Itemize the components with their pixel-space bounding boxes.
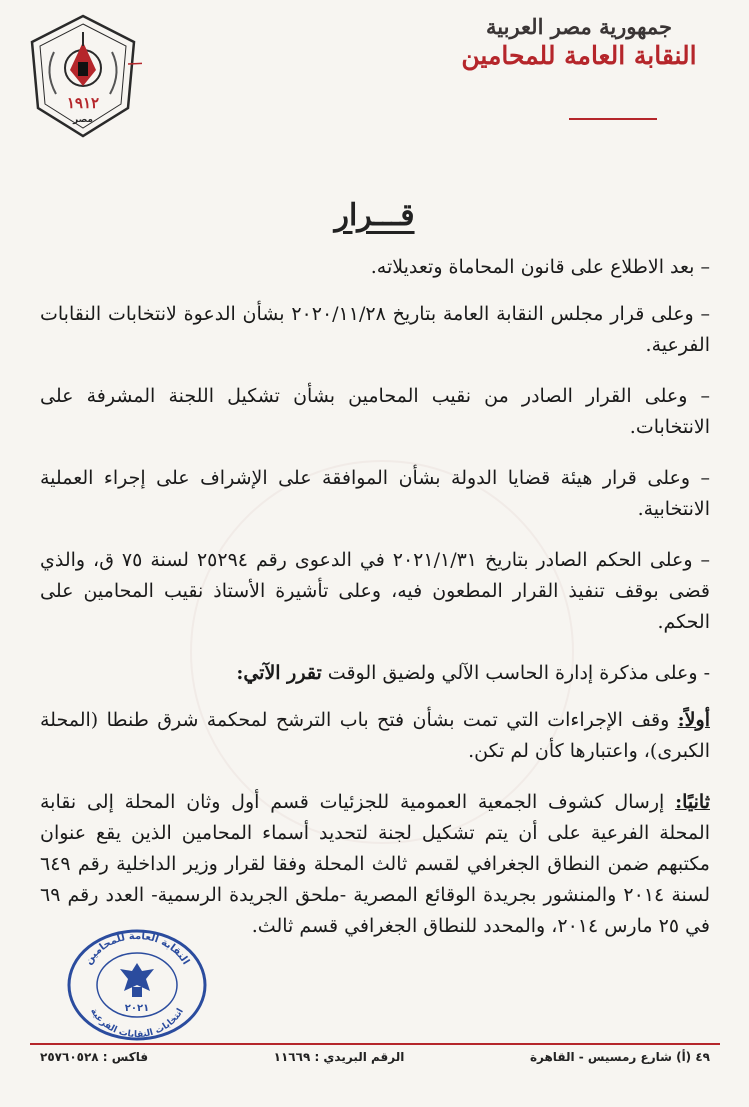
country-name: جمهورية مصر العربية: [486, 14, 672, 39]
decides-label: تقرر الآتي:: [236, 662, 322, 684]
article-label: ثانيًا:: [675, 791, 710, 813]
article-text: إرسال كشوف الجمعية العمومية للجزئيات قسم أول وثان المحلة إلى نقابة المحلة الفرعية على أن يتم تشكيل لجنة لتحديد أسماء المحامين الذين يقع عنوان مكتبهم ضمن النطاق الجغرافي لقسم ثالث المحلة وفقا لقرار وزير الداخلية رقم ٦٤٩ لسنة ٢٠١٤ والمنشور بجريدة الوقائع المصرية -ملحق الجريدة الرسمية- العدد رقم ٦٩ في ٢٥ مارس ٢٠١٤، والمحدد للنطاق الجغرافي قسم ثالث.: [40, 791, 710, 937]
syndicate-name: النقابة العامة للمحامين: [461, 41, 697, 70]
syndicate-emblem-icon: [24, 12, 142, 140]
footer-postal: الرقم البريدي : ١١٦٦٩: [273, 1050, 405, 1064]
preamble-item: – وعلى قرار مجلس النقابة العامة بتاريخ ٢٠٢٠/١١/٢٨ بشأن الدعوة لانتخابات النقابات الفرعية.: [40, 303, 711, 356]
title-wrap: [0, 198, 749, 233]
stamp-top-text: النقابة العامة للمحامين: [83, 930, 192, 967]
footer: [40, 1050, 710, 1074]
article-label: أولاً:: [677, 709, 710, 731]
preamble-item: – وعلى القرار الصادر من نقيب المحامين بشأن تشكيل اللجنة المشرفة على الانتخابات.: [40, 385, 710, 438]
footer-rule: [30, 1043, 720, 1045]
eagle-emblem-icon: [120, 963, 154, 997]
official-stamp: [62, 925, 212, 1043]
decision-title: قـــرار: [334, 198, 415, 233]
footer-fax: فاكس : ٢٥٧٦٠٥٢٨: [40, 1050, 149, 1064]
header-rule: [569, 118, 657, 120]
logo-place: مصر: [72, 115, 94, 125]
preamble-item: – بعد الاطلاع على قانون المحاماة وتعديلاته.: [370, 256, 710, 278]
article-first: [40, 705, 710, 767]
logo-year: ١٩١٢: [66, 94, 100, 112]
stamp-year: ٢٠٢١: [124, 1003, 150, 1014]
article-text: وقف الإجراءات التي تمت بشأن فتح باب الترشح لمحكمة شرق طنطا (المحلة الكبرى)، واعتبارها كأن لم تكن.: [40, 709, 710, 762]
footer-address: ٤٩ (أ) شارع رمسيس - القاهرة: [529, 1050, 710, 1064]
decision-body: [40, 252, 710, 962]
memo-line: [40, 658, 710, 689]
article-second: [40, 787, 710, 942]
letterhead: [449, 14, 709, 70]
preamble-item: – وعلى الحكم الصادر بتاريخ ٢٠٢١/١/٣١ في الدعوى رقم ٢٥٢٩٤ لسنة ٧٥ ق، والذي قضى بوقف تنفيذ القرار المطعون فيه، وعلى تأشيرة الأستاذ نقيب المحامين على الحكم.: [40, 549, 711, 633]
preamble-item: – وعلى قرار هيئة قضايا الدولة بشأن الموافقة على الإشراف على إجراء العملية الانتخابية.: [40, 467, 710, 520]
memo-text: - وعلى مذكرة إدارة الحاسب الآلي ولضيق الوقت: [327, 662, 710, 684]
stamp-bottom-text: انتخابات النقابات الفرعية: [88, 1006, 186, 1041]
